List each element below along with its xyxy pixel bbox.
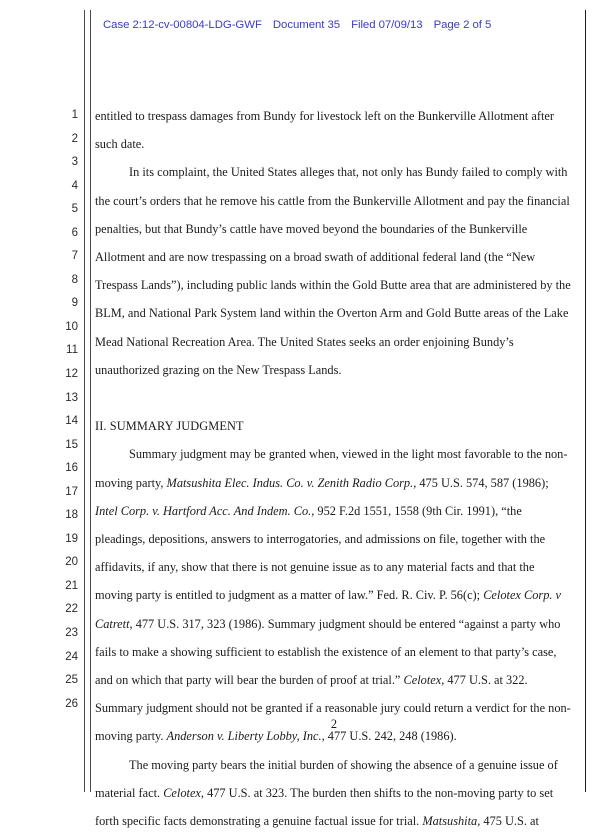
- left-margin-double-rule: [84, 10, 91, 792]
- line-number: 20: [65, 556, 78, 569]
- line-number: 16: [65, 462, 78, 475]
- line-number: 11: [66, 344, 78, 357]
- paragraph-continued: entitled to trespass damages from Bundy for livestock left on the Bunkerville Allotment after such date.: [95, 109, 555, 152]
- ecf-document-number: Document 35: [272, 19, 341, 31]
- paragraph-burden-shifting: The moving party bears the initial burden of showing the absence of a genuine issue of material fact. Celotex, 477 U.S. at 323. The burden then shifts to the non-moving party to set forth specific facts demonstrating a genuine factual issue for trial. Matsushita, 475 U.S. at: [95, 757, 558, 829]
- line-number: 14: [65, 415, 78, 428]
- line-number: 2: [71, 132, 78, 145]
- line-number: 1: [71, 109, 78, 121]
- paragraph-summary-judgment-standard: Summary judgment may be granted when, viewed in the light most favorable to the non-moving party, Matsushita Elec. Indus. Co. v. Zenith Radio Corp., 475 U.S. 574, 587 (1986); Intel Corp. v. Hartford Acc. And Indem. Co., 952 F.2d 1551, 1558 (9th Cir. 1991), “the pleadings, depositions, answers to interrogatories, and admissions on file, together with the affidavits, if any, show that there is not genuine issue as to any material facts and that the moving party is entitled to judgment as a matter of law.” Fed. R. Civ. P. 56(c); Celotex Corp. v Catrett, 477 U.S. 317, 323 (1986). Summary judgment should be entered “against a party who fails to make a showing sufficient to establish the existence of an element to that party’s case, and on which that party will bear the burden of proof at trial.” Celotex, 477 U.S. at 322. Summary judgment should not be granted if a reasonable jury could return a verdict for the non-moving party. Anderson v. Liberty Lobby, Inc., 477 U.S. 242, 248 (1986).: [95, 447, 571, 744]
- line-number: 26: [65, 697, 78, 710]
- footer-page-number: 2: [330, 717, 338, 731]
- line-number: 9: [71, 297, 78, 310]
- line-number: 12: [65, 368, 78, 381]
- line-number: 17: [65, 485, 78, 498]
- line-number: 4: [71, 179, 78, 192]
- line-number: 23: [65, 627, 78, 640]
- line-number: 6: [71, 226, 78, 239]
- line-number: 15: [65, 438, 78, 451]
- line-number: 25: [65, 674, 78, 687]
- paragraph-complaint-allegations: In its complaint, the United States alleges that, not only has Bundy failed to comply with the court’s orders that he remove his cattle from the Bunkerville Allotment and pay the financial penalties, but that Bundy’s cattle have moved beyond the boundaries of the Bunkerville Allotment and are now trespassing on a broad swath of additional federal land (the “New Trespass Lands”), including public lands within the Gold Butte area that are administered by the BLM, and National Park System land within the Overton Arm and Gold Butte areas of the Lake Mead National Recreation Area. The United States seeks an order enjoining Bundy’s unauthorized grazing on the New Trespass Lands.: [95, 165, 571, 377]
- ecf-filed-date: Filed 07/09/13: [351, 19, 423, 31]
- section-heading-summary-judgment: II. SUMMARY JUDGMENT: [95, 419, 244, 434]
- line-number: 18: [65, 509, 78, 522]
- line-number: 3: [71, 156, 78, 169]
- line-number: 10: [65, 320, 78, 333]
- ecf-header-stamp: [103, 19, 573, 31]
- line-number: 22: [65, 603, 78, 616]
- line-number: 7: [71, 250, 78, 263]
- line-number: 8: [71, 273, 78, 286]
- line-number: 21: [65, 579, 78, 592]
- pleading-line-number-column: [56, 104, 78, 716]
- line-number: 5: [71, 203, 78, 216]
- line-number: 19: [65, 532, 78, 545]
- ecf-case-number: Case 2:12-cv-00804-LDG-GWF: [103, 19, 262, 31]
- right-margin-rule: [585, 10, 586, 792]
- line-number: 24: [65, 650, 78, 663]
- line-number: 13: [65, 391, 78, 404]
- ecf-page-indicator: Page 2 of 5: [433, 19, 492, 31]
